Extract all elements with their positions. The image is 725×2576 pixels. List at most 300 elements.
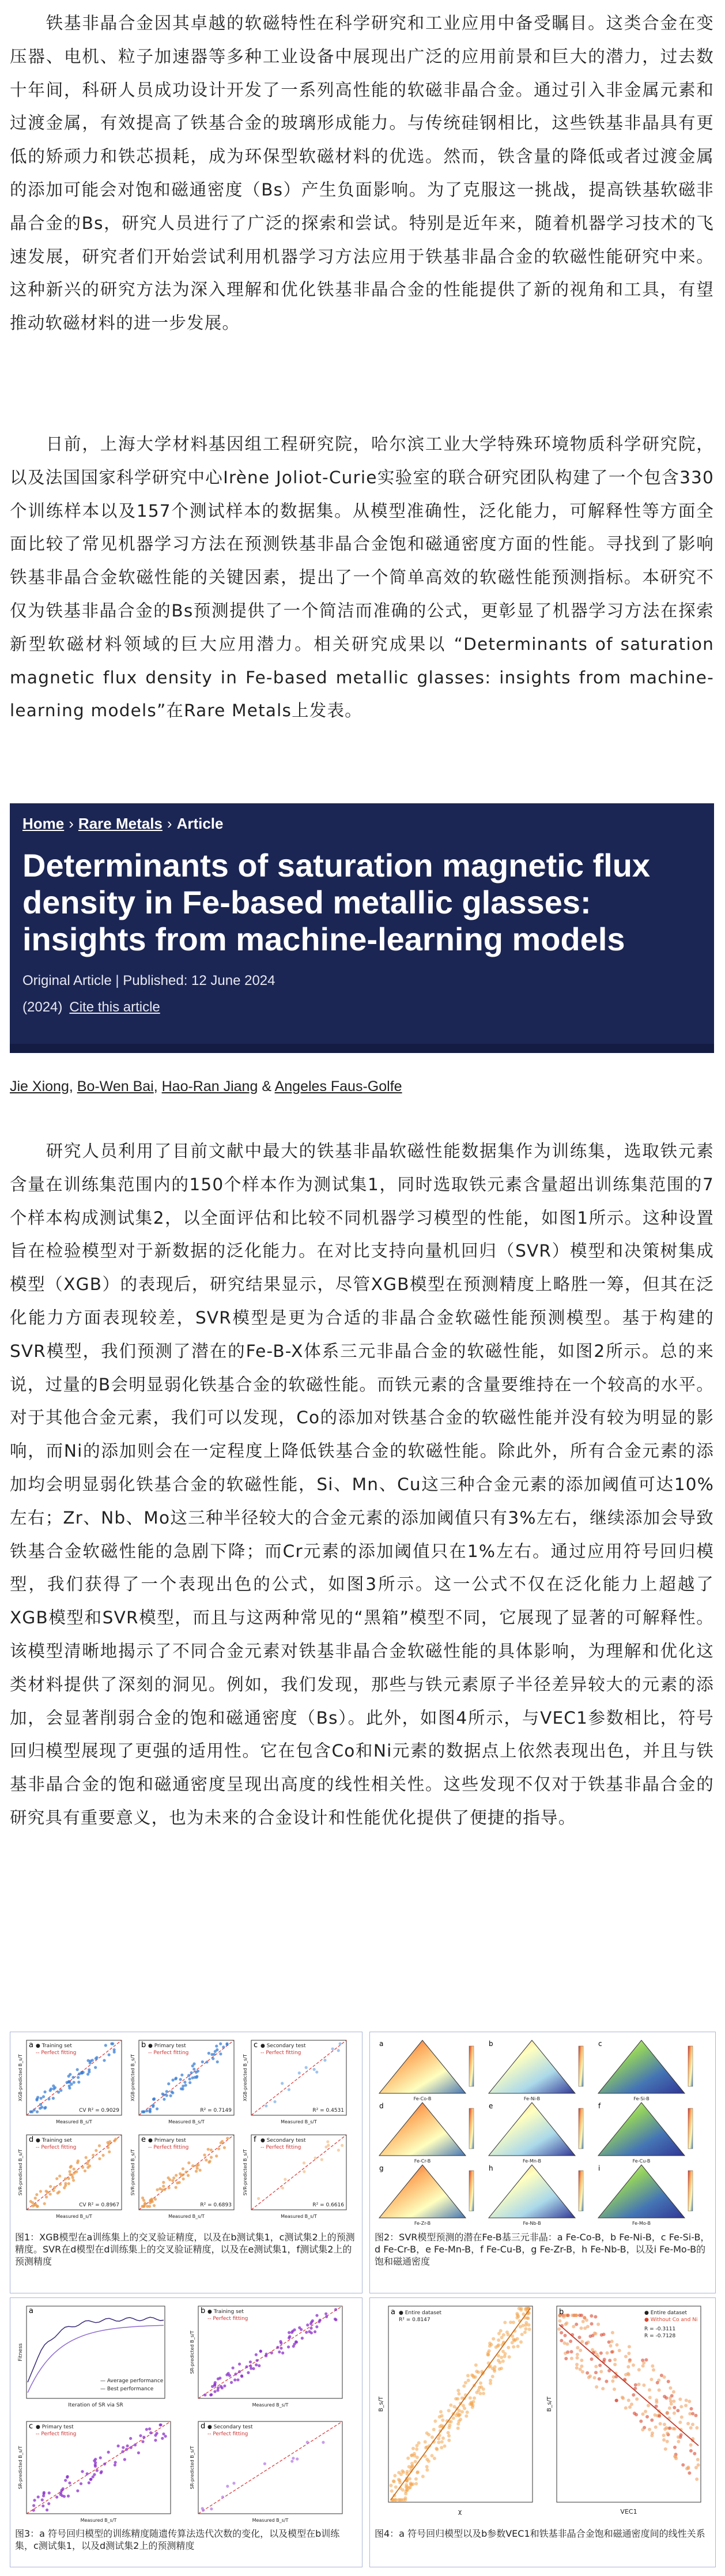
data-point: [98, 2144, 101, 2147]
data-point: [32, 2509, 35, 2511]
fig2-panel-c: [598, 2040, 693, 2101]
data-point: [258, 2364, 260, 2367]
fig3-panel-a: [18, 2306, 165, 2408]
data-point: [585, 2318, 588, 2322]
data-point: [202, 2509, 205, 2511]
legend-series: ● Primary test: [148, 2043, 186, 2049]
data-point: [80, 2071, 83, 2074]
r2-label: R² = 0.8147: [399, 2317, 431, 2323]
data-point: [406, 2457, 410, 2460]
data-point: [221, 2140, 224, 2143]
data-point: [441, 2419, 444, 2422]
data-point: [630, 2402, 633, 2406]
ternary-triangle: [598, 2103, 685, 2156]
data-point: [437, 2440, 440, 2444]
data-point: [77, 2160, 80, 2163]
data-point: [207, 2148, 210, 2150]
data-point: [497, 2338, 500, 2342]
data-point: [673, 2412, 676, 2415]
author-link[interactable]: Angeles Faus-Golfe: [274, 1078, 402, 1095]
figure-2-caption: 图2：SVR模型预测的潜在Fe-B基三元非晶：a Fe-Co-B，b Fe-Ni-B，c Fe-Si-B，d Fe-Cr-B，e Fe-Mn-B，f Fe-Cu-B，g Fe-Zr-B，h Fe-Nb-B，以及i Fe-Mo-B的饱和磁通密度: [375, 2232, 710, 2267]
data-point: [165, 2094, 168, 2097]
intro-paragraph: 铁基非晶合金因其卓越的软磁特性在科学研究和工业应用中备受瞩目。这类合金在变压器、电机、粒子加速器等多种工业设备中展现出广泛的应用前景和巨大的潜力，过去数十年间，科研人员成功设计开发了一系列高性能的软磁非晶合金。通过引入非金属元素和过渡金属，有效提高了铁基合金的玻璃形成能力。与传统硅钢相比，这些铁基非晶具有更低的矫顽力和铁芯损耗，成为环保型软磁材料的优选。然而，铁含量的降低或者过渡金属的添加可能会对饱和磁通密度（Bs）产生负面影响。为了克服这一挑战，提高铁基软磁非晶合金的Bs，研究人员进行了广泛的探索和尝试。特别是近年来，随着机器学习技术的飞速发展，研究者们开始尝试利用机器学习方法应用于铁基非晶合金的软磁性能研究中来。这种新兴的研究方法为深入理解和优化铁基非晶合金的性能提供了新的视角和工具，有望推动软磁材料的进一步发展。: [10, 13, 714, 333]
data-point: [594, 2371, 598, 2374]
data-point: [52, 2097, 55, 2100]
author-link[interactable]: Jie Xiong: [10, 1078, 69, 1095]
data-point: [45, 2190, 48, 2193]
data-point: [141, 2440, 144, 2443]
colorbar: [469, 2046, 474, 2086]
data-point: [276, 2346, 279, 2349]
data-point: [230, 2381, 233, 2384]
data-point: [569, 2340, 572, 2343]
data-point: [195, 2170, 198, 2173]
data-point: [293, 2329, 296, 2331]
ternary-system-label: Fe-Cr-B: [414, 2158, 431, 2164]
data-point: [666, 2432, 669, 2435]
data-point: [149, 2110, 152, 2113]
data-point: [431, 2454, 434, 2457]
results-paragraph: 研究人员利用了目前文献中最大的铁基非晶软磁性能数据集作为训练集，选取铁元素含量在训练集范围内的150个样本作为测试集1，同时选取铁元素含量超出训练集范围的7个样本构成测试集2，以全面评估和比较不同机器学习模型的性能，如图1所示。这种设置旨在检验模型对于新数据的泛化能力。在对比支持向量机回归（SVR）模型和决策树集成模型（XGB）的表现后，研究结果显示，尽管XGB模型在预测精度上略胜一筹，但其在泛化能力方面表现较差，SVR模型是更为合适的非晶合金软磁性能预测模型。基于构建的SVR模型，我们预测了潜在的Fe-B-X体系三元非晶合金的软磁性能，如图2所示。总的来说，过量的B会明显弱化铁基合金的软磁性能。而铁元素的含量要维持在一个较高的水平。对于其他合金元素，我们可以发现，Co的添加对铁基合金的软磁性能并没有较为明显的影响，而Ni的添加则会在一定程度上降低铁基合金的软磁性能。除此外，所有合金元素的添加均会明显弱化铁基合金的软磁性能，Si、Mn、Cu这三种合金元素的添加阈值可达10%左右；Zr、Nb、Mo这三种半径较大的合金元素的添加阈值只有3%左右，继续添加会导致铁基合金软磁性能的急剧下降；而Cr元素的添加阈值只在1%左右。通过应用符号回归模型，我们获得了一个表现出色的公式，如图3所示。这一公式不仅在泛化能力上超越了XGB模型和SVR模型，而且与这两种常见的“黑箱”模型不同，它展现了显著的可解释性。该模型清晰地揭示了不同合金元素对铁基非晶合金软磁性能的具体影响，为理解和优化这类材料提供了深刻的洞见。例如，我们发现，那些与铁元素原子半径差异较大的元素的添加，会显著削弱合金的饱和磁通密度（Bs）。此外，如图4所示，与VEC1参数相比，符号回归模型展现了更强的适用性。它在包含Co和Ni元素的数据点上依然表现出色，并且与铁基非晶合金的饱和磁通密度呈现出高度的线性相关性。这些发现不仅对于铁基非晶合金的研究具有重要意义，也为未来的合金设计和性能优化提供了便捷的指导。: [10, 1141, 714, 1827]
legend-series: ● Entire dataset: [644, 2310, 688, 2316]
data-point: [512, 2338, 515, 2341]
data-point: [616, 2343, 619, 2346]
data-point: [148, 2205, 151, 2208]
data-point: [259, 2349, 262, 2352]
data-point: [113, 2139, 116, 2142]
data-point: [219, 2052, 222, 2055]
breadcrumb-home-link[interactable]: Home: [22, 815, 65, 832]
legend-series: ● Training set: [36, 2138, 72, 2143]
data-point: [137, 2451, 140, 2454]
legend-series: ● Primary test: [36, 2424, 74, 2430]
colorbar: [688, 2046, 693, 2086]
colorbar: [579, 2046, 583, 2086]
y-axis-label: SVR-predicted B_s/T: [130, 2149, 135, 2196]
data-point: [598, 2364, 602, 2367]
data-point: [88, 2164, 91, 2167]
data-point: [464, 2381, 467, 2385]
data-point: [389, 2484, 392, 2487]
data-point: [255, 2359, 258, 2362]
data-point: [520, 2333, 524, 2336]
data-point: [406, 2470, 409, 2473]
data-point: [447, 2439, 451, 2442]
data-point: [60, 2489, 63, 2492]
data-point: [179, 2078, 182, 2081]
fig2-panel-d: [379, 2102, 474, 2164]
data-point: [71, 2176, 74, 2179]
data-point: [36, 2205, 39, 2208]
x-axis-label: Measured B_s/T: [56, 2119, 92, 2124]
data-point: [184, 2171, 187, 2173]
data-point: [663, 2395, 666, 2398]
data-point: [84, 2169, 86, 2172]
panel-tag: b: [141, 2041, 146, 2049]
data-point: [172, 2176, 175, 2179]
data-point: [433, 2457, 436, 2460]
data-point: [581, 2370, 584, 2374]
data-point: [228, 2374, 231, 2377]
data-point: [49, 2089, 52, 2092]
data-point: [296, 2458, 299, 2461]
data-point: [641, 2428, 644, 2431]
data-point: [210, 2507, 213, 2510]
data-point: [129, 2437, 132, 2440]
data-point: [255, 2363, 258, 2366]
data-point: [458, 2409, 461, 2412]
data-point: [686, 2422, 690, 2425]
data-point: [49, 2193, 52, 2195]
figure-1-plots: [14, 2036, 357, 2226]
data-point: [587, 2341, 590, 2344]
data-point: [47, 2502, 50, 2505]
data-point: [497, 2359, 500, 2362]
data-point: [238, 2370, 241, 2373]
data-point: [578, 2336, 581, 2339]
data-point: [397, 2478, 401, 2481]
data-point: [280, 2346, 282, 2349]
data-point: [566, 2351, 569, 2354]
fig3-panel-b: [190, 2306, 342, 2408]
data-point: [394, 2485, 398, 2489]
data-point: [624, 2355, 628, 2358]
data-point: [432, 2428, 436, 2431]
data-point: [57, 2090, 60, 2093]
data-point: [103, 2059, 105, 2062]
data-point: [576, 2346, 579, 2349]
data-point: [52, 2088, 55, 2090]
data-point: [104, 2044, 107, 2047]
data-point: [73, 2172, 75, 2175]
data-point: [222, 2045, 225, 2048]
data-point: [66, 2475, 69, 2478]
data-point: [452, 2405, 456, 2408]
data-point: [457, 2392, 460, 2396]
data-point: [290, 2331, 293, 2334]
data-point: [257, 2197, 260, 2200]
data-point: [478, 2392, 482, 2396]
data-point: [590, 2314, 593, 2318]
data-point: [167, 2176, 169, 2179]
legend-series: ● Without Co and Ni: [644, 2317, 698, 2323]
data-point: [130, 2446, 133, 2449]
author-link[interactable]: Hao-Ran Jiang: [161, 1078, 258, 1095]
fig2-panel-g: [379, 2164, 474, 2226]
data-point: [416, 2455, 419, 2459]
x-axis-label: Iteration of SR via SR: [68, 2402, 123, 2408]
data-point: [95, 2149, 97, 2152]
data-point: [341, 2144, 343, 2147]
x-axis-label: Measured B_s/T: [80, 2518, 117, 2523]
data-point: [324, 2312, 327, 2315]
data-point: [197, 2070, 199, 2073]
author-list: Jie Xiong, Bo-Wen Bai, Hao-Ran Jiang & Angeles Faus-Golfe: [10, 1078, 402, 1095]
data-point: [440, 2414, 444, 2417]
data-point: [578, 2314, 581, 2317]
data-point: [437, 2437, 440, 2440]
data-point: [226, 2137, 229, 2139]
data-point: [142, 2205, 145, 2208]
legend-series: ● Training set: [207, 2309, 244, 2315]
data-point: [220, 2385, 222, 2388]
data-point: [515, 2316, 519, 2319]
data-point: [70, 2165, 73, 2168]
data-point: [610, 2340, 614, 2343]
data-point: [41, 2498, 44, 2501]
data-point: [691, 2423, 694, 2426]
data-point: [527, 2323, 531, 2327]
data-point: [648, 2396, 652, 2400]
data-point: [410, 2462, 414, 2465]
article-title: Determinants of saturation magnetic flux density in Fe-based metallic glasses: insights from machine-learning models: [22, 847, 651, 957]
data-point: [287, 2345, 290, 2348]
data-point: [668, 2427, 671, 2430]
data-point: [433, 2419, 437, 2423]
data-point: [68, 2081, 71, 2084]
data-point: [684, 2404, 688, 2407]
author-link[interactable]: Bo-Wen Bai: [77, 1078, 154, 1095]
ternary-system-label: Fe-Nb-B: [523, 2221, 541, 2226]
y-axis-label: Fitness: [18, 2343, 24, 2361]
data-point: [315, 2325, 318, 2328]
data-point: [474, 2363, 478, 2367]
data-point: [590, 2322, 594, 2326]
r2-label: R² = 0.4531: [312, 2108, 344, 2114]
data-point: [637, 2368, 641, 2371]
data-point: [605, 2351, 609, 2355]
data-point: [278, 2351, 281, 2353]
data-point: [457, 2419, 460, 2423]
data-point: [415, 2444, 418, 2447]
data-point: [609, 2344, 612, 2348]
y-axis-label: SVR-predicted B_s/T: [18, 2149, 23, 2196]
fig4-panel-b: [546, 2306, 701, 2515]
data-point: [174, 2077, 177, 2080]
data-point: [92, 2154, 95, 2157]
data-point: [153, 2204, 156, 2207]
data-point: [114, 2464, 116, 2466]
data-point: [117, 2445, 120, 2447]
data-point: [674, 2455, 677, 2458]
data-point: [176, 2182, 179, 2184]
data-point: [211, 2385, 214, 2388]
data-point: [182, 2088, 184, 2090]
data-point: [635, 2397, 639, 2401]
data-point: [425, 2465, 429, 2469]
breadcrumb-journal-link[interactable]: Rare Metals: [78, 815, 163, 832]
data-point: [210, 2156, 213, 2158]
data-point: [477, 2371, 480, 2374]
data-point: [496, 2344, 500, 2348]
data-point: [36, 2110, 39, 2113]
data-point: [110, 2042, 113, 2045]
data-point: [611, 2331, 614, 2334]
data-point: [557, 2327, 561, 2331]
data-point: [500, 2336, 504, 2340]
data-point: [161, 2437, 164, 2440]
y-axis-label: SR-predicted B_s/T: [190, 2446, 195, 2489]
article-banner: [10, 803, 714, 1053]
data-point: [190, 2071, 193, 2074]
data-point: [662, 2438, 666, 2442]
ternary-triangle: [598, 2165, 685, 2218]
data-point: [613, 2358, 617, 2361]
data-point: [592, 2376, 596, 2379]
data-point: [641, 2412, 644, 2416]
y-axis-label: XGB-predicted B_s/T: [18, 2054, 23, 2101]
data-point: [680, 2416, 684, 2419]
data-point: [627, 2352, 630, 2355]
data-point: [123, 2458, 126, 2461]
data-point: [68, 2481, 71, 2484]
data-point: [570, 2350, 573, 2353]
data-point: [632, 2363, 635, 2367]
data-point: [590, 2357, 594, 2361]
data-point: [77, 2081, 80, 2084]
data-point: [601, 2387, 605, 2390]
data-point: [571, 2314, 574, 2317]
r2-label: CV R² = 0.9029: [79, 2108, 119, 2114]
data-point: [162, 2181, 165, 2184]
data-point: [121, 2450, 124, 2453]
data-point: [40, 2105, 43, 2108]
data-point: [644, 2358, 648, 2361]
data-point: [639, 2420, 643, 2423]
data-point: [43, 2107, 46, 2109]
data-point: [642, 2383, 645, 2387]
data-point: [73, 2168, 75, 2171]
data-point: [134, 2443, 137, 2446]
data-point: [159, 2423, 162, 2426]
data-point: [508, 2355, 511, 2359]
data-point: [263, 2462, 266, 2465]
data-point: [240, 2374, 243, 2377]
data-point: [673, 2406, 676, 2409]
data-point: [249, 2364, 252, 2367]
data-point: [519, 2307, 523, 2310]
data-point: [91, 2059, 94, 2062]
data-point: [42, 2095, 45, 2098]
data-point: [154, 2198, 157, 2201]
panel-tag: g: [379, 2164, 384, 2172]
panel-tag: b: [489, 2040, 493, 2048]
data-point: [407, 2465, 411, 2468]
data-point: [668, 2406, 671, 2410]
data-point: [500, 2356, 503, 2359]
data-point: [576, 2353, 579, 2356]
data-point: [575, 2323, 578, 2326]
data-point: [86, 2059, 89, 2062]
cite-article-link[interactable]: Cite this article: [69, 999, 160, 1015]
data-point: [425, 2431, 429, 2435]
fig3-panel-d: [190, 2421, 342, 2523]
panel-tag: e: [489, 2102, 493, 2110]
data-point: [108, 2150, 111, 2153]
data-point: [191, 2064, 194, 2067]
data-point: [339, 2042, 342, 2045]
colorbar: [469, 2171, 474, 2211]
data-point: [305, 2331, 308, 2334]
data-point: [45, 2195, 48, 2198]
fig1-panel-b: [130, 2040, 234, 2124]
data-point: [466, 2374, 470, 2378]
figure-4: [369, 2297, 716, 2567]
ternary-triangle: [489, 2040, 575, 2093]
legend-average: — Average performance: [100, 2378, 164, 2384]
data-point: [145, 2428, 148, 2431]
data-point: [390, 2489, 394, 2493]
data-point: [398, 2498, 402, 2502]
data-point: [633, 2412, 636, 2415]
data-point: [59, 2089, 62, 2092]
ternary-triangle: [379, 2165, 466, 2218]
data-point: [599, 2370, 603, 2374]
data-point: [594, 2365, 598, 2368]
data-point: [677, 2440, 680, 2443]
data-point: [92, 2475, 95, 2478]
data-point: [503, 2321, 507, 2324]
data-point: [574, 2314, 577, 2317]
data-point: [107, 2451, 110, 2454]
data-point: [59, 2183, 62, 2186]
data-point: [170, 2090, 173, 2093]
fig1-panel-a: [18, 2040, 122, 2124]
data-point: [205, 2060, 208, 2063]
data-point: [681, 2463, 685, 2466]
data-point: [245, 2366, 248, 2368]
data-point: [218, 2376, 221, 2379]
data-point: [35, 2193, 38, 2196]
data-point: [68, 2086, 71, 2089]
data-point: [452, 2416, 455, 2420]
data-point: [580, 2326, 583, 2330]
panel-tag: d: [29, 2135, 34, 2144]
data-point: [298, 2071, 301, 2074]
legend-series: ● Training set: [36, 2043, 72, 2049]
data-point: [94, 2066, 97, 2069]
data-point: [331, 2047, 334, 2050]
data-point: [167, 2082, 170, 2085]
data-point: [148, 2427, 151, 2430]
x-axis-label: Measured B_s/T: [252, 2402, 289, 2408]
data-point: [460, 2410, 464, 2413]
data-point: [209, 2160, 212, 2163]
figure-2: [369, 2032, 716, 2293]
ternary-system-label: Fe-Mo-B: [632, 2221, 651, 2226]
data-point: [415, 2447, 418, 2451]
data-point: [471, 2405, 474, 2409]
data-point: [306, 2440, 309, 2443]
data-point: [516, 2345, 520, 2348]
data-point: [669, 2386, 672, 2390]
data-point: [694, 2414, 697, 2417]
data-point: [478, 2386, 481, 2389]
data-point: [85, 2156, 88, 2159]
data-point: [575, 2366, 579, 2370]
data-point: [199, 2169, 202, 2172]
data-point: [145, 2109, 148, 2112]
data-point: [337, 2049, 340, 2052]
y-axis-label: SVR-predicted B_s/T: [243, 2149, 248, 2196]
data-point: [673, 2446, 677, 2449]
data-point: [401, 2469, 404, 2473]
data-point: [43, 2090, 46, 2093]
data-point: [73, 2081, 75, 2084]
data-point: [67, 2182, 70, 2185]
data-point: [587, 2376, 591, 2379]
data-point: [678, 2398, 682, 2401]
